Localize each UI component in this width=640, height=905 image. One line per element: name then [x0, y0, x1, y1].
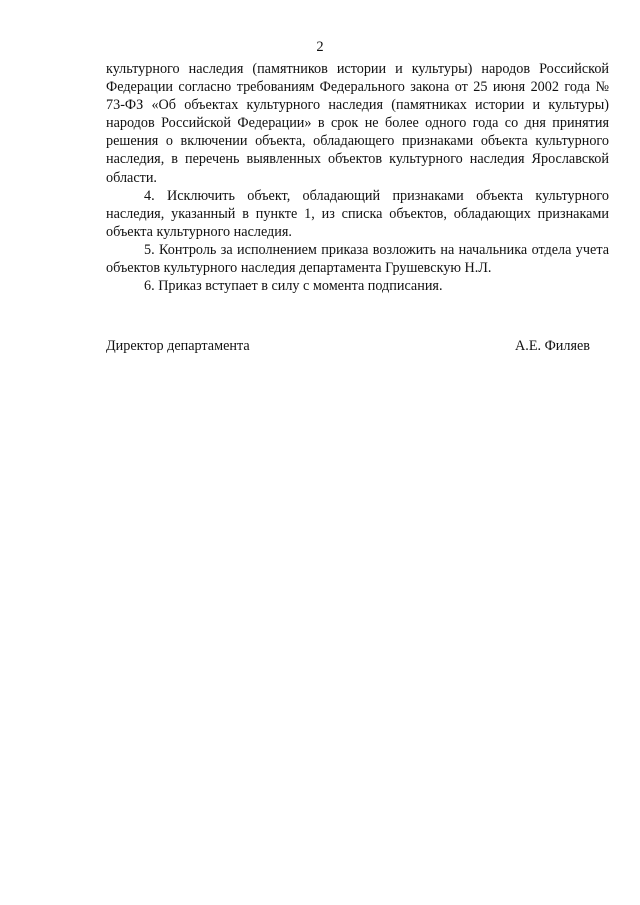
page-number: 2 — [316, 39, 324, 55]
paragraph-item-5: 5. Контроль за исполнением приказа возложить на начальника отдела учета объектов культурного наследия департамента Грушевскую Н.Л. — [106, 241, 609, 277]
paragraph-item-6: 6. Приказ вступает в силу с момента подписания. — [144, 278, 443, 295]
signatory-title: Директор департамента — [106, 338, 250, 354]
signatory-name: А.Е. Филяев — [515, 338, 590, 354]
document-body — [106, 60, 609, 295]
paragraph-continuation: культурного наследия (памятников истории и культуры) народов Российской Федерации согласно требованиям Федерального закона от 25 июня 2002 года № 73-ФЗ «Об объектах культурного наследия (памятниках истории и культуры) народов Российской Федерации» в срок не более одного года со дня принятия решения о включении объекта, обладающего признаками объекта культурного наследия, в перечень выявленных объектов культурного наследия Ярославской области. — [106, 61, 609, 186]
paragraph-item-4: 4. Исключить объект, обладающий признаками объекта культурного наследия, указанный в пункте 1, из списка объектов, обладающих признаками объекта культурного наследия. — [106, 187, 609, 240]
